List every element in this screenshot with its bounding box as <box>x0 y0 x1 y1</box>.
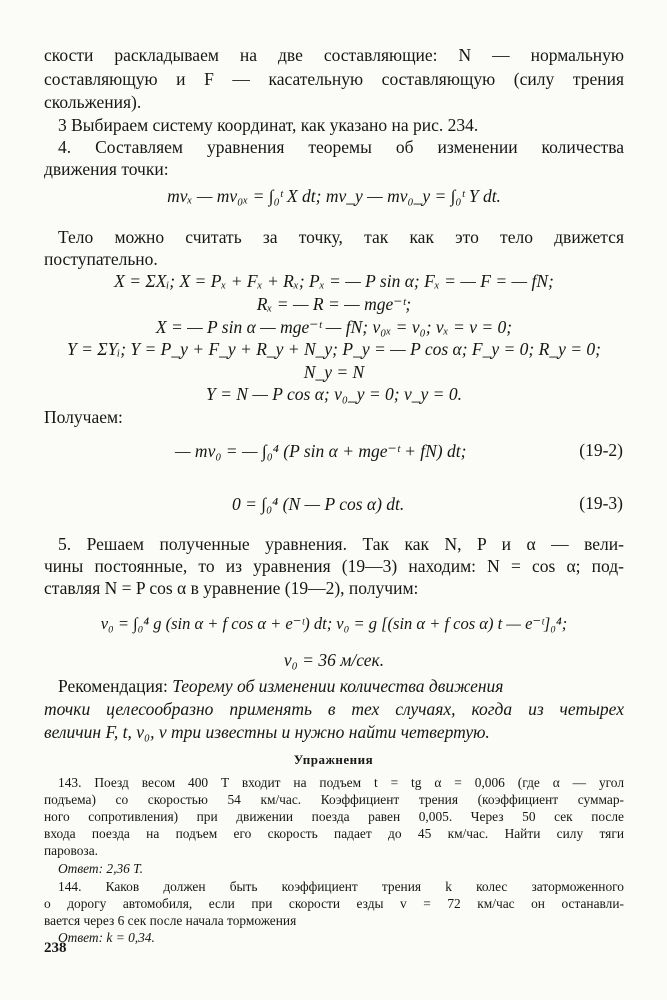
obtain-label: Получаем: <box>44 407 123 427</box>
equation-19-2: — mv₀ = — ∫₀⁴ (P sin α + mge⁻ᵗ + fN) dt; <box>175 441 467 461</box>
recommendation-text: Теорему об изменении количества движения <box>172 676 504 696</box>
paragraph-line: скольжения). <box>44 92 142 112</box>
equation-line: X = — P sin α — mge⁻ᵗ — fN; v₀ₓ = v₀; vₓ = v = 0; <box>155 317 513 337</box>
recommendation-label: Рекомендация: <box>58 676 168 696</box>
equation-v0-result: v₀ = 36 м/сек. <box>283 650 385 670</box>
equation-19-3: 0 = ∫₀⁴ (N — P cos α) dt. <box>232 494 405 514</box>
recommendation-text: точки целесообразно применять в тех случаях, когда из четырех <box>44 699 624 719</box>
step-5: 5. Решаем полученные уравнения. Так как N, P и α — вели- <box>58 534 624 554</box>
equation-momentum: mvₓ — mv₀ₓ = ∫₀ᵗ X dt; mv_y — mv₀_y = ∫₀ᵗ Y dt. <box>167 186 501 206</box>
exercises-heading: Упражнения <box>293 752 374 767</box>
exercise-143: входа поезда на подъем его скорость падает до 45 км/час. Найти силу тяги <box>44 826 624 841</box>
page-number: 238 <box>44 940 67 956</box>
exercise-144: 144. Каков должен быть коэффициент трения k колес заторможенного <box>58 879 624 894</box>
step-5-cont: ставляя N = P cos α в уравнение (19—2), получим: <box>44 578 419 598</box>
body-text: Тело можно считать за точку, так как это тело движется <box>58 227 624 247</box>
exercise-143: ного сопротивления) при движении поезда равен 0,005. Через 50 сек после <box>44 809 624 824</box>
equation-line: Y = ΣYᵢ; Y = P_y + F_y + R_y + N_y; P_y = — P cos α; F_y = 0; R_y = 0; <box>67 339 601 359</box>
answer-144: Ответ: k = 0,34. <box>58 930 155 945</box>
exercise-143: подъема) со скоростью 54 км/час. Коэффициент трения (коэффициент суммар- <box>44 792 624 807</box>
equation-number: (19-3) <box>579 493 623 513</box>
paragraph-line: составляющую и F — касательную составляющую (силу трения <box>44 69 624 89</box>
equation-number: (19-2) <box>579 440 623 460</box>
recommendation-line <box>58 675 624 697</box>
equation-line: N_y = N <box>303 362 365 382</box>
paragraph-line: скости раскладываем на две составляющие: N — нормальную <box>44 45 624 65</box>
equation-line: Rₓ = — R = — mge⁻ᵗ; <box>256 294 412 314</box>
answer-143: Ответ: 2,36 T. <box>58 861 143 876</box>
step-4-cont: движения точки: <box>44 159 169 179</box>
exercise-143: паровоза. <box>44 843 99 858</box>
exercise-143: 143. Поезд весом 400 T входит на подъем t = tg α = 0,006 (где α — угол <box>58 775 624 790</box>
exercise-144: о дорогу автомобиля, если при скорости езды v = 72 км/час он останавли- <box>44 896 624 911</box>
step-5-cont: чины постоянные, то из уравнения (19—3) находим: N = cos α; под- <box>44 556 624 576</box>
body-text: поступательно. <box>44 249 158 269</box>
step-4: 4. Составляем уравнения теоремы об изменении количества <box>58 137 624 157</box>
step-3: 3 Выбираем систему координат, как указано на рис. 234. <box>58 115 479 135</box>
recommendation-text: величин F, t, v₀, v три известны и нужно найти четвертую. <box>44 722 490 742</box>
equation-line: X = ΣXᵢ; X = Pₓ + Fₓ + Rₓ; Pₓ = — P sin α; Fₓ = — F = — fN; <box>114 271 554 291</box>
exercise-144: вается через 6 сек после начала торможения <box>44 913 297 928</box>
equation-line: Y = N — P cos α; v₀_y = 0; v_y = 0. <box>206 384 462 404</box>
equation-v0: v₀ = ∫₀⁴ g (sin α + f cos α + e⁻ᵗ) dt; v₀ = g [(sin α + f cos α) t — e⁻ᵗ]₀⁴; <box>100 614 568 633</box>
